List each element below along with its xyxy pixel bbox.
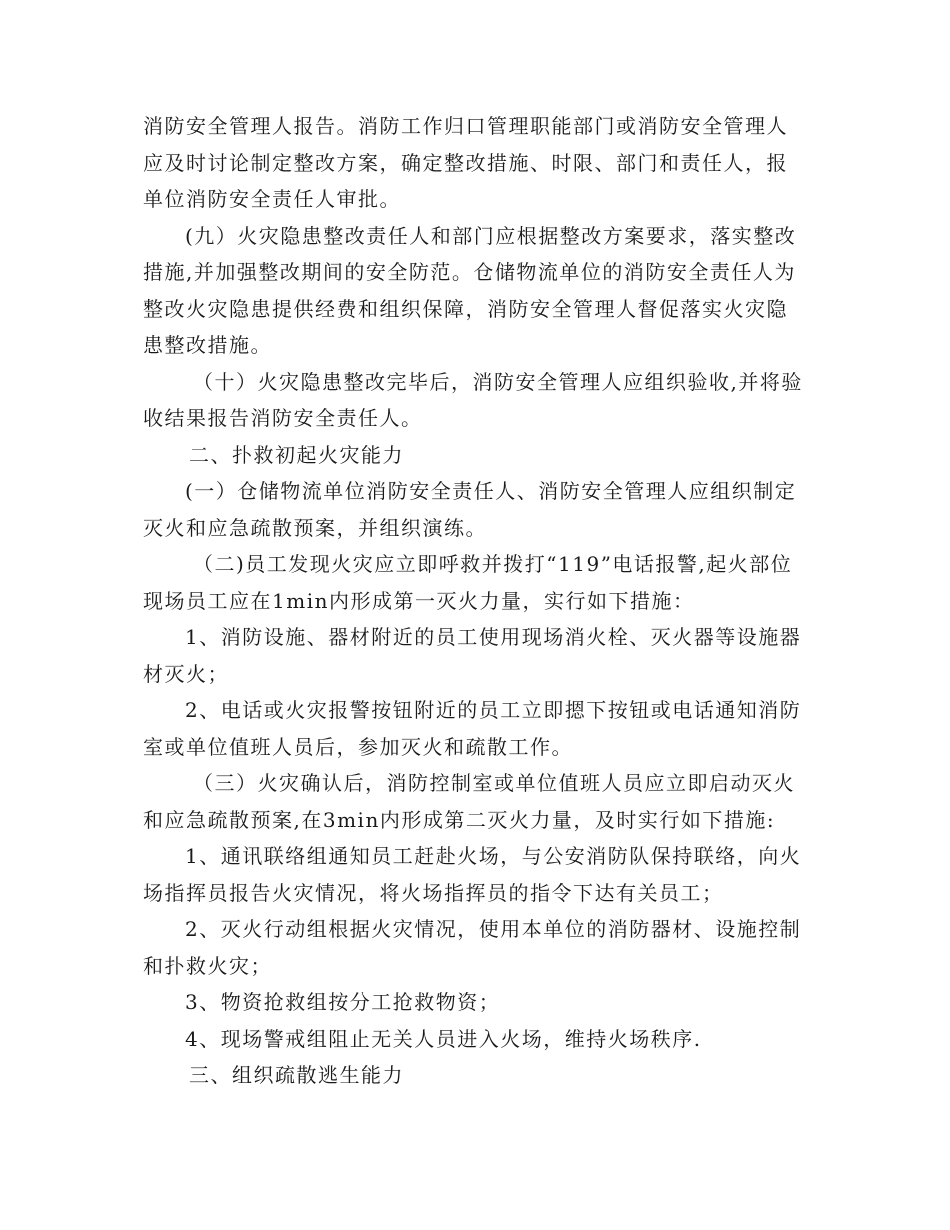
paragraph-line: 现场员工应在1min内形成第一灭火力量，实行如下措施： xyxy=(143,588,695,613)
paragraph-line: 患整改措施。 xyxy=(143,333,272,357)
paragraph-line: (九）火灾隐患整改责任人和部门应根据整改方案要求，落实整改 xyxy=(185,223,797,248)
paragraph-line: 和应急疏散预案,在3min内形成第二灭火力量，及时实行如下措施: xyxy=(143,807,776,832)
paragraph-line: 3、物资抢救组按分工抢救物资； xyxy=(185,990,501,1014)
paragraph-line: 应及时讨论制定整改方案，确定整改措施、时限、部门和责任人，报 xyxy=(143,150,788,175)
paragraph-line: 消防安全管理人报告。消防工作归口管理职能部门或消防安全管理人 xyxy=(143,114,788,138)
paragraph-line: 材灭火； xyxy=(143,661,229,686)
paragraph-line: （三）火灾确认后，消防控制室或单位值班人员应立即启动灭火 xyxy=(193,771,795,795)
paragraph-line: 1、通讯联络组通知员工赶赴火场，与公安消防队保持联络，向火 xyxy=(185,844,802,868)
document-body xyxy=(143,108,808,1094)
section-heading: 二、扑救初起火灾能力 xyxy=(189,442,404,467)
paragraph-line: 单位消防安全责任人审批。 xyxy=(143,187,401,211)
paragraph-line: 整改火灾隐患提供经费和组织保障，消防安全管理人督促落实火灾隐 xyxy=(143,296,788,321)
section-heading: 三、组织疏散逃生能力 xyxy=(189,1063,404,1087)
paragraph-line: （二)员工发现火灾应立即呼救并拨打“119”电话报警,起火部位 xyxy=(193,552,793,576)
paragraph-line: 1、消防设施、器材附近的员工使用现场消火栓、灭火器等设施器 xyxy=(185,625,802,649)
paragraph-line: 室或单位值班人员后，参加灭火和疏散工作。 xyxy=(143,734,573,759)
paragraph-line: 收结果报告消防安全责任人。 xyxy=(143,406,423,430)
paragraph-line: 措施,并加强整改期间的安全防范。仓储物流单位的消防安全责任人为 xyxy=(143,260,796,284)
paragraph-line: 2、电话或火灾报警按钮附近的员工立即摁下按钮或电话通知消防 xyxy=(185,698,802,722)
paragraph-line: 4、现场警戒组阻止无关人员进入火场，维持火场秩序. xyxy=(185,1026,702,1051)
paragraph-line: 灭火和应急疏散预案，并组织演练。 xyxy=(143,515,487,540)
paragraph-line: (一）仓储物流单位消防安全责任人、消防安全管理人应组织制定 xyxy=(185,479,797,503)
paragraph-line: （十）火灾隐患整改完毕后，消防安全管理人应组织验收,并将验 xyxy=(193,369,803,394)
paragraph-line: 场指挥员报告火灾情况，将火场指挥员的指令下达有关员工； xyxy=(143,880,724,905)
paragraph-line: 和扑救火灾； xyxy=(143,953,272,978)
paragraph-line: 2、灭火行动组根据火灾情况，使用本单位的消防器材、设施控制 xyxy=(185,917,802,941)
